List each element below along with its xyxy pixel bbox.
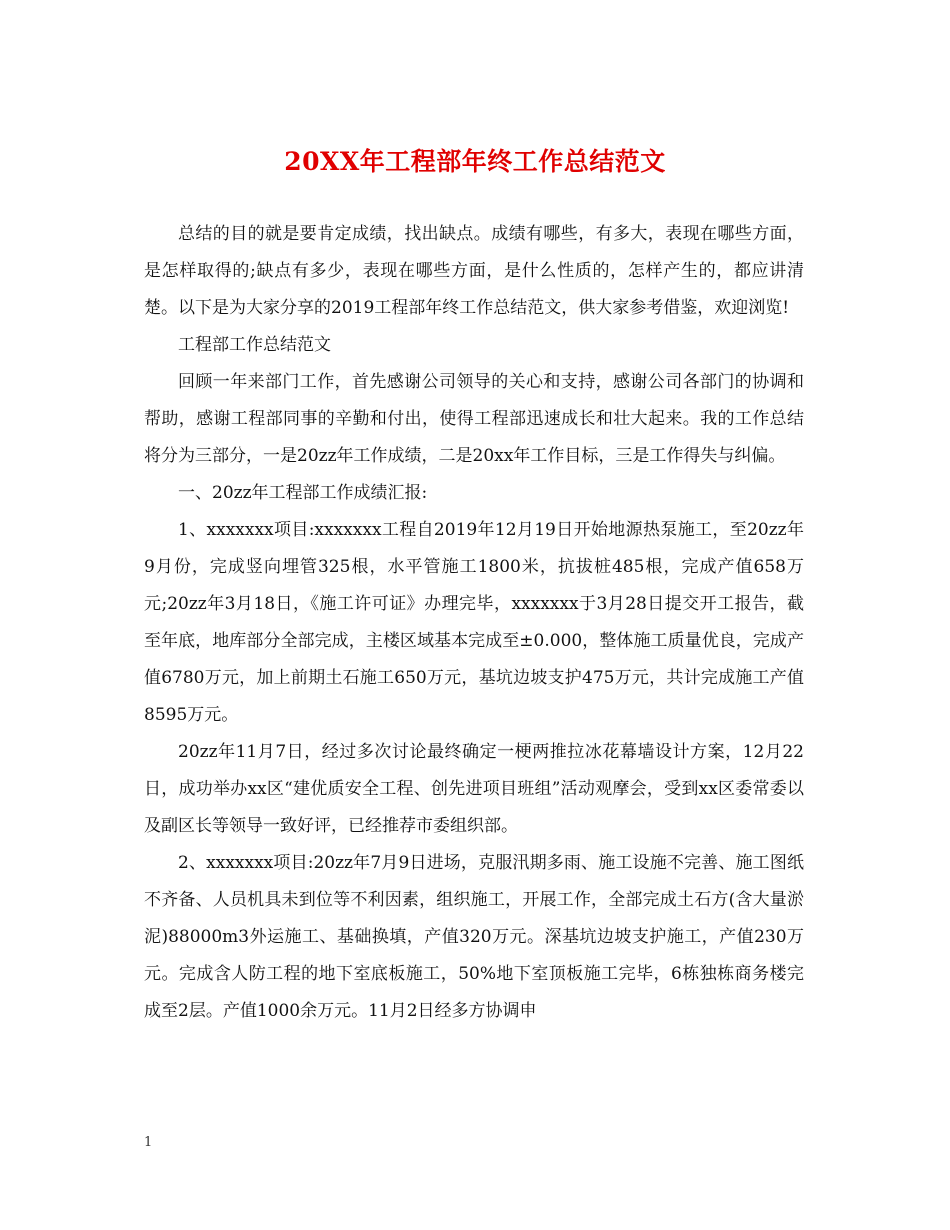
paragraph-project-2: 2、xxxxxxx项目:20zz年7月9日进场，克服汛期多雨、施工设施不完善、施工图纸不齐备、人员机具未到位等不利因素，组织施工，开展工作，全部完成土石方(含大量淤泥)88000m3外运施工、基础换填，产值320万元。深基坑边坡支护施工，产值230万元。完成含人防工程的地下室底板施工，50%地下室顶板施工完毕，6栋独栋商务楼完成至2层。产值1000余万元。11月2日经多方协调申	[144, 853, 804, 1021]
document-title: 20XX年工程部年终工作总结范文	[284, 147, 666, 176]
paragraph-project-1: 1、xxxxxxx项目:xxxxxxx工程自2019年12月19日开始地源热泵施工，至20zz年9月份，完成竖向埋管325根，水平管施工1800米，抗拔桩485根，完成产值658万元;20zz年3月18日，《施工许可证》办理完毕，xxxxxxx于3月28日提交开工报告，截至年底，地库部分全部完成，主楼区域基本完成至±0.000，整体施工质量优良，完成产值6780万元，加上前期土石施工650万元，基坑边坡支护475万元，共计完成施工产值8595万元。	[144, 520, 804, 725]
paragraph-intro: 总结的目的就是要肯定成绩，找出缺点。成绩有哪些，有多大，表现在哪些方面，是怎样取得的;缺点有多少，表现在哪些方面，是什么性质的，怎样产生的，都应讲清楚。以下是为大家分享的2019工程部年终工作总结范文，供大家参考借鉴，欢迎浏览!	[144, 224, 804, 318]
paragraph-subtitle: 工程部工作总结范文	[178, 335, 331, 355]
document-body	[144, 216, 804, 1030]
page-number: 1	[144, 1135, 153, 1150]
paragraph-review: 回顾一年来部门工作，首先感谢公司领导的关心和支持，感谢公司各部门的协调和帮助，感谢工程部同事的辛勤和付出，使得工程部迅速成长和壮大起来。我的工作总结将分为三部分，一是20zz年工作成绩，二是20xx年工作目标，三是工作得失与纠偏。	[144, 372, 804, 466]
paragraph-project-1-event: 20zz年11月7日，经过多次讨论最终确定一梗两推拉冰花幕墙设计方案，12月22日，成功举办xx区“建优质安全工程、创先进项目班组”活动观摩会，受到xx区委常委以及副区长等领导一致好评，已经推荐市委组织部。	[144, 742, 804, 836]
section-heading-achievements: 一、20zz年工程部工作成绩汇报:	[178, 483, 428, 503]
